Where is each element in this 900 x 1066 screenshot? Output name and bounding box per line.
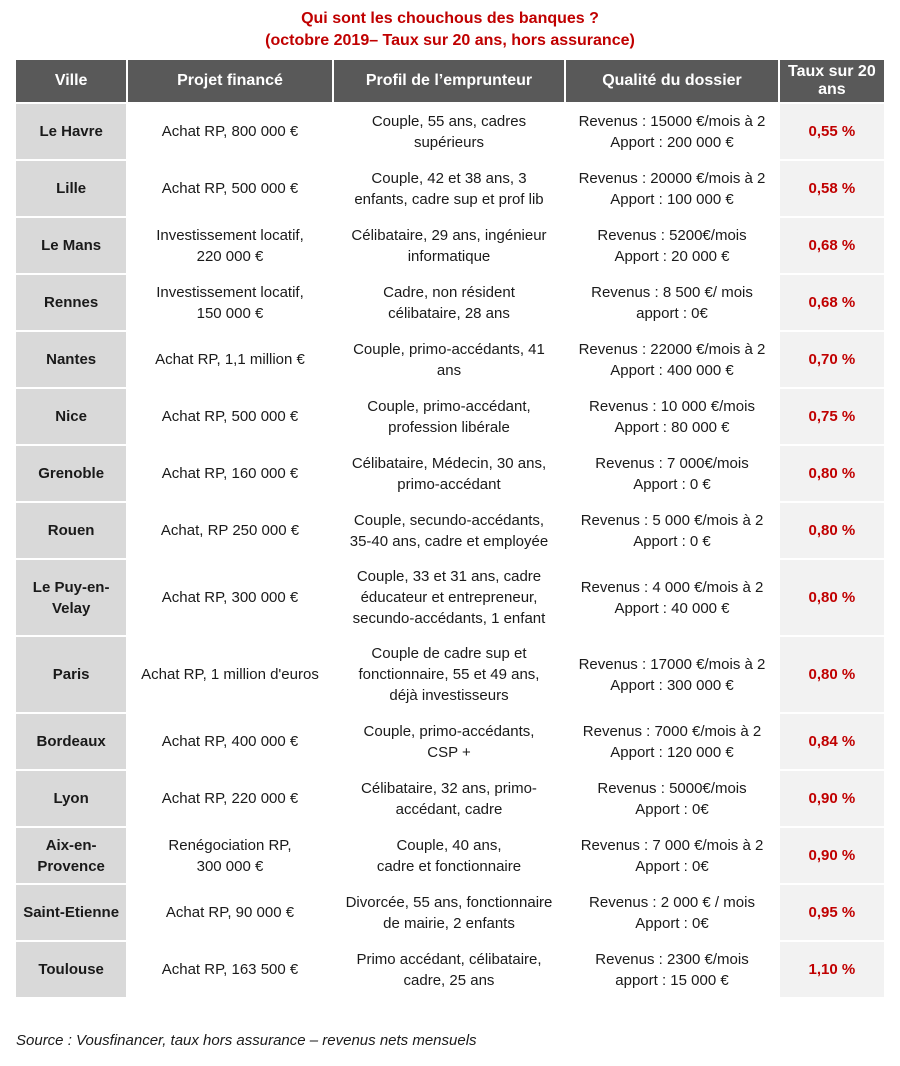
qualite-cell-line: Revenus : 8 500 €/ mois [591, 283, 753, 301]
profil-cell [334, 560, 565, 635]
qualite-cell [566, 714, 777, 769]
profil-cell-line: célibataire, 28 ans [388, 304, 510, 322]
projet-cell-line: Achat RP, 400 000 € [161, 733, 299, 750]
qualite-cell [566, 942, 777, 997]
projet-cell [128, 503, 331, 558]
projet-cell-line: Achat RP, 300 000 € [161, 589, 299, 606]
taux-cell: 0,80 % [780, 560, 884, 635]
qualite-cell-line: Revenus : 2300 €/mois [595, 950, 749, 968]
profil-cell-line: éducateur et entrepreneur, [360, 589, 538, 606]
profil-cell-line: primo-accédant [397, 475, 501, 493]
profil-cell [334, 771, 565, 826]
city-cell-line: Lyon [53, 790, 89, 807]
title-line-1: Qui sont les chouchous des banques ? [301, 10, 599, 27]
qualite-cell-line: Revenus : 7000 €/mois à 2 [582, 722, 762, 740]
projet-cell-line: Investissement locatif, [156, 226, 304, 244]
projet-cell-line: Renégociation RP, [168, 836, 292, 854]
qualite-cell [566, 161, 777, 216]
qualite-cell-line: Apport : 0 € [633, 532, 711, 550]
projet-cell [128, 389, 331, 444]
taux-cell: 0,68 % [780, 218, 884, 273]
qualite-cell-line: Apport : 20 000 € [614, 247, 730, 265]
profil-cell [334, 637, 565, 712]
projet-cell [128, 942, 331, 997]
profil-cell-line: Couple, 55 ans, cadres [371, 112, 527, 130]
table-row [16, 161, 884, 216]
projet-cell-line: Achat RP, 220 000 € [161, 790, 299, 807]
taux-cell: 0,95 % [780, 885, 884, 940]
profil-cell-line: Célibataire, 32 ans, primo- [361, 779, 537, 797]
profil-cell-line: Couple, 33 et 31 ans, cadre [356, 568, 542, 585]
profil-cell [334, 714, 565, 769]
city-cell-line: Nantes [46, 351, 97, 368]
projet-cell [128, 161, 331, 216]
profil-cell-line: déjà investisseurs [389, 687, 509, 704]
profil-cell-line: informatique [407, 247, 491, 265]
profil-cell-line: cadre et fonctionnaire [376, 857, 522, 875]
qualite-cell-line: Apport : 400 000 € [610, 361, 734, 379]
table-row [16, 942, 884, 997]
projet-cell [128, 275, 331, 330]
city-cell [16, 637, 126, 712]
projet-cell-line: Achat RP, 1 million d'euros [141, 666, 319, 683]
profil-cell [334, 828, 565, 883]
profil-cell-line: Couple de cadre sup et [371, 645, 527, 662]
qualite-cell-line: Revenus : 5200€/mois [597, 226, 747, 244]
projet-cell [128, 446, 331, 501]
profil-cell-line: CSP + [427, 743, 471, 761]
profil-cell-line: Couple, secundo-accédants, [353, 511, 545, 529]
taux-cell: 0,80 % [780, 637, 884, 712]
profil-cell [334, 885, 565, 940]
taux-cell: 0,80 % [780, 503, 884, 558]
qualite-cell-line: Apport : 200 000 € [610, 133, 734, 151]
projet-cell [128, 637, 331, 712]
table-row [16, 275, 884, 330]
city-cell-line: Provence [37, 857, 105, 875]
header-profil: Profil de l’emprunteur [334, 60, 565, 102]
qualite-cell-line: Revenus : 7 000€/mois [595, 454, 749, 472]
projet-cell-line: Achat RP, 90 000 € [165, 904, 295, 921]
profil-cell-line: de mairie, 2 enfants [383, 914, 515, 932]
profil-cell-line: Couple, 42 et 38 ans, 3 [371, 169, 527, 187]
header-qualite: Qualité du dossier [566, 60, 777, 102]
profil-cell-line: accédant, cadre [395, 800, 503, 818]
profil-cell-line: Couple, primo-accédants, 41 [353, 340, 545, 358]
qualite-cell [566, 446, 777, 501]
projet-cell-line: Investissement locatif, [156, 283, 304, 301]
city-cell-line: Velay [51, 599, 91, 617]
profil-cell [334, 332, 565, 387]
qualite-cell [566, 771, 777, 826]
qualite-cell-line: Apport : 0€ [635, 914, 709, 932]
qualite-cell [566, 828, 777, 883]
table-body [16, 104, 884, 997]
city-cell [16, 771, 126, 826]
table-row [16, 332, 884, 387]
projet-cell-line: Achat RP, 163 500 € [161, 961, 299, 978]
source-note: Source : Vousfinancer, taux hors assurance – revenus nets mensuels [16, 1032, 477, 1049]
taux-cell: 0,68 % [780, 275, 884, 330]
profil-cell [334, 218, 565, 273]
profil-cell-line: Couple, primo-accédants, [363, 722, 535, 740]
qualite-cell-line: Revenus : 20000 €/mois à 2 [578, 169, 766, 187]
city-cell [16, 560, 126, 635]
qualite-cell-line: Apport : 300 000 € [610, 676, 734, 694]
projet-cell [128, 714, 331, 769]
city-cell-line: Nice [55, 408, 87, 425]
qualite-cell [566, 104, 777, 159]
city-cell [16, 942, 126, 997]
projet-cell-line: Achat RP, 160 000 € [161, 465, 299, 482]
projet-cell [128, 218, 331, 273]
table-row [16, 771, 884, 826]
qualite-cell-line: Apport : 120 000 € [610, 743, 734, 761]
profil-cell-line: 35-40 ans, cadre et employée [349, 532, 549, 550]
profil-cell-line: Primo accédant, célibataire, [356, 950, 542, 968]
taux-cell: 1,10 % [780, 942, 884, 997]
qualite-cell [566, 503, 777, 558]
qualite-cell-line: apport : 0€ [636, 304, 708, 322]
header-taux: Taux sur 20 ans [780, 60, 884, 102]
qualite-cell-line: Apport : 80 000 € [614, 418, 730, 436]
city-cell-line: Rouen [47, 522, 95, 539]
qualite-cell [566, 389, 777, 444]
city-cell [16, 828, 126, 883]
city-cell [16, 332, 126, 387]
profil-cell-line: enfants, cadre sup et prof lib [354, 190, 544, 208]
projet-cell [128, 560, 331, 635]
projet-cell-line: Achat RP, 500 000 € [161, 180, 299, 197]
projet-cell-line: 300 000 € [196, 857, 264, 875]
projet-cell [128, 104, 331, 159]
city-cell-line: Bordeaux [36, 733, 106, 750]
qualite-cell [566, 275, 777, 330]
qualite-cell-line: Revenus : 4 000 €/mois à 2 [580, 578, 764, 596]
taux-cell: 0,70 % [780, 332, 884, 387]
table-row [16, 828, 884, 883]
qualite-cell [566, 218, 777, 273]
city-cell [16, 503, 126, 558]
qualite-cell-line: apport : 15 000 € [615, 971, 729, 989]
qualite-cell [566, 637, 777, 712]
profil-cell-line: fonctionnaire, 55 et 49 ans, [358, 666, 540, 683]
projet-cell-line: Achat, RP 250 000 € [160, 522, 300, 539]
profil-cell-line: Couple, primo-accédant, [367, 397, 531, 415]
header-projet: Projet financé [128, 60, 331, 102]
qualite-cell [566, 560, 777, 635]
profil-cell-line: Cadre, non résident [383, 283, 515, 301]
city-cell-line: Aix-en- [45, 836, 97, 854]
rates-table [14, 58, 886, 999]
projet-cell [128, 771, 331, 826]
qualite-cell-line: Apport : 100 000 € [610, 190, 734, 208]
qualite-cell [566, 885, 777, 940]
taux-cell: 0,80 % [780, 446, 884, 501]
projet-cell [128, 885, 331, 940]
profil-cell-line: secundo-accédants, 1 enfant [352, 610, 546, 627]
projet-cell [128, 332, 331, 387]
table-row [16, 389, 884, 444]
projet-cell [128, 828, 331, 883]
profil-cell [334, 389, 565, 444]
taux-cell: 0,90 % [780, 771, 884, 826]
taux-cell: 0,58 % [780, 161, 884, 216]
table-row [16, 503, 884, 558]
city-cell-line: Rennes [44, 294, 99, 311]
city-cell-line: Paris [52, 666, 90, 683]
profil-cell [334, 942, 565, 997]
city-cell [16, 218, 126, 273]
profil-cell [334, 275, 565, 330]
table-row [16, 637, 884, 712]
city-cell [16, 885, 126, 940]
qualite-cell [566, 332, 777, 387]
city-cell-line: Le Havre [39, 123, 103, 140]
profil-cell [334, 446, 565, 501]
projet-cell-line: 220 000 € [196, 247, 264, 265]
qualite-cell-line: Apport : 0 € [633, 475, 711, 493]
qualite-cell-line: Apport : 40 000 € [614, 599, 730, 617]
qualite-cell-line: Revenus : 5 000 €/mois à 2 [580, 511, 764, 529]
profil-cell [334, 161, 565, 216]
city-cell-line: Le Puy-en- [32, 578, 110, 596]
profil-cell-line: profession libérale [388, 418, 510, 436]
taux-cell: 0,90 % [780, 828, 884, 883]
projet-cell-line: Achat RP, 800 000 € [161, 123, 299, 140]
title-line-2: (octobre 2019– Taux sur 20 ans, hors assurance) [265, 32, 635, 49]
table-row [16, 446, 884, 501]
table-row [16, 560, 884, 635]
profil-cell-line: Célibataire, Médecin, 30 ans, [351, 454, 547, 472]
qualite-cell-line: Apport : 0€ [635, 800, 709, 818]
table-title [0, 0, 900, 52]
profil-cell-line: cadre, 25 ans [403, 971, 495, 989]
city-cell [16, 104, 126, 159]
profil-cell-line: Divorcée, 55 ans, fonctionnaire [345, 893, 553, 911]
header-ville: Ville [16, 60, 126, 102]
profil-cell-line: Célibataire, 29 ans, ingénieur [351, 226, 547, 244]
city-cell [16, 714, 126, 769]
qualite-cell-line: Revenus : 22000 €/mois à 2 [578, 340, 766, 358]
city-cell-line: Lille [56, 180, 87, 197]
qualite-cell-line: Revenus : 2 000 € / mois [589, 893, 755, 911]
city-cell-line: Saint-Etienne [23, 904, 120, 921]
qualite-cell-line: Revenus : 15000 €/mois à 2 [578, 112, 766, 130]
qualite-cell-line: Revenus : 17000 €/mois à 2 [578, 655, 766, 673]
city-cell [16, 275, 126, 330]
profil-cell-line: ans [436, 361, 462, 379]
qualite-cell-line: Apport : 0€ [635, 857, 709, 875]
table-row [16, 104, 884, 159]
profil-cell [334, 104, 565, 159]
header-row [16, 60, 884, 102]
projet-cell-line: Achat RP, 500 000 € [161, 408, 299, 425]
table-row [16, 714, 884, 769]
qualite-cell-line: Revenus : 10 000 €/mois [589, 397, 755, 415]
qualite-cell-line: Revenus : 5000€/mois [597, 779, 747, 797]
table-row [16, 885, 884, 940]
taux-cell: 0,75 % [780, 389, 884, 444]
city-cell-line: Grenoble [38, 465, 105, 482]
profil-cell [334, 503, 565, 558]
city-cell-line: Toulouse [38, 961, 104, 978]
taux-cell: 0,84 % [780, 714, 884, 769]
profil-cell-line: Couple, 40 ans, [396, 836, 502, 854]
city-cell [16, 389, 126, 444]
taux-cell: 0,55 % [780, 104, 884, 159]
profil-cell-line: supérieurs [413, 133, 484, 151]
projet-cell-line: Achat RP, 1,1 million € [155, 351, 305, 368]
city-cell [16, 446, 126, 501]
projet-cell-line: 150 000 € [196, 304, 264, 322]
table-row [16, 218, 884, 273]
qualite-cell-line: Revenus : 7 000 €/mois à 2 [580, 836, 764, 854]
city-cell [16, 161, 126, 216]
city-cell-line: Le Mans [41, 237, 102, 254]
